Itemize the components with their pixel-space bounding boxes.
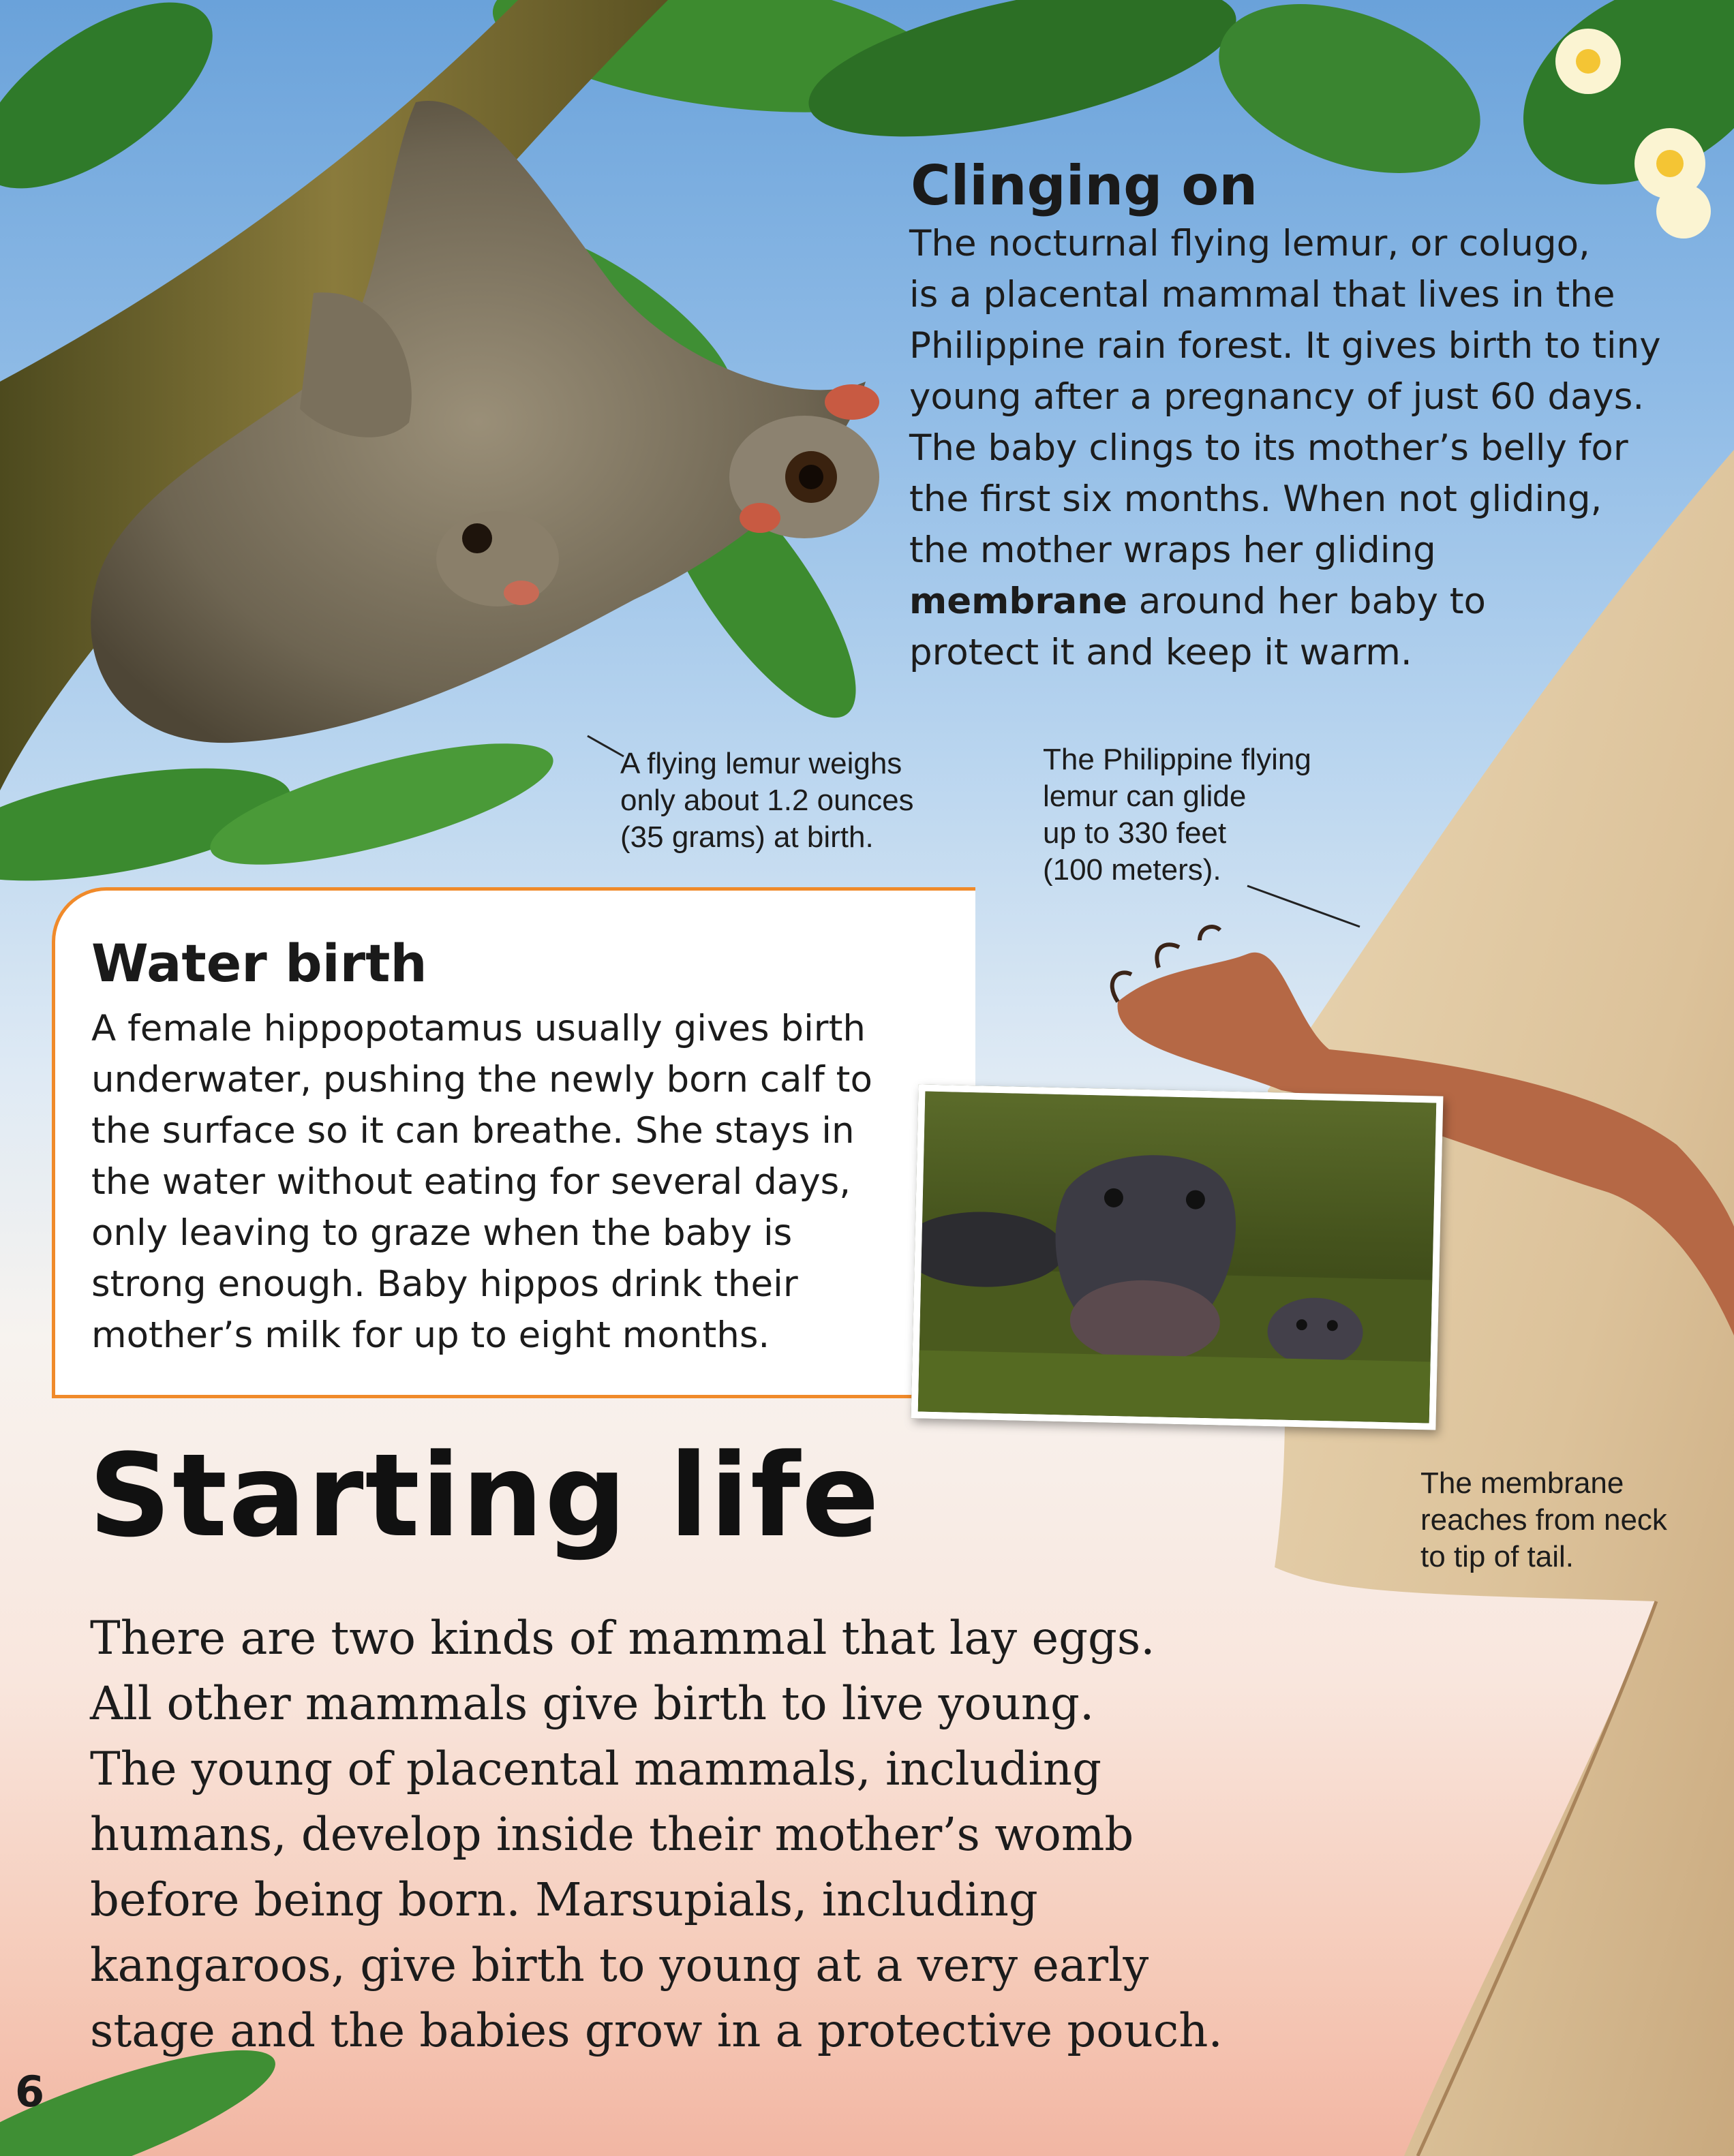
clinging-line-8 xyxy=(909,576,1661,627)
clinging-on-heading: Clinging on xyxy=(911,154,1258,217)
glide-caption-line-3: up to 330 feet xyxy=(1043,816,1227,850)
starting-life-body xyxy=(90,1605,1223,2063)
clinging-line-1: The nocturnal flying lemur, or colugo, xyxy=(909,223,1590,264)
clinging-line-7: the mother wraps her gliding xyxy=(909,529,1436,571)
water-line-6: strong enough. Baby hippos drink their xyxy=(91,1263,798,1305)
main-line-3: The young of placental mammals, including xyxy=(90,1742,1102,1796)
main-line-6: kangaroos, give birth to young at a very early xyxy=(90,1939,1149,1992)
membrane-caption-line-3: to tip of tail. xyxy=(1420,1540,1575,1573)
water-line-2: underwater, pushing the newly born calf to xyxy=(91,1059,872,1100)
clinging-line-3: Philippine rain forest. It gives birth to tiny xyxy=(909,325,1661,367)
weight-caption-line-2: only about 1.2 ounces xyxy=(620,784,914,817)
main-line-5: before being born. Marsupials, including xyxy=(90,1873,1038,1926)
water-line-5: only leaving to graze when the baby is xyxy=(91,1212,793,1254)
clinging-on-body xyxy=(909,218,1661,678)
clinging-line-2: is a placental mammal that lives in the xyxy=(909,274,1615,315)
page-title: Starting life xyxy=(89,1429,881,1562)
clinging-line-4: young after a pregnancy of just 60 days. xyxy=(909,376,1645,418)
water-birth-body xyxy=(91,1003,872,1361)
clinging-line-9: protect it and keep it warm. xyxy=(909,632,1412,673)
hippo-photo-image xyxy=(918,1092,1436,1423)
clinging-line-6: the first six months. When not gliding, xyxy=(909,478,1602,520)
membrane-caption-line-2: reaches from neck xyxy=(1420,1503,1667,1537)
membrane-term: membrane xyxy=(909,581,1127,622)
main-line-2: All other mammals give birth to live young. xyxy=(90,1677,1095,1730)
clinging-line-5: The baby clings to its mother’s belly for xyxy=(909,427,1628,469)
weight-caption-pointer xyxy=(588,736,624,756)
membrane-caption-line-1: The membrane xyxy=(1420,1466,1624,1500)
water-line-3: the surface so it can breathe. She stays in xyxy=(91,1110,855,1152)
weight-caption-line-1: A flying lemur weighs xyxy=(620,747,902,780)
glide-caption-pointer xyxy=(1247,886,1360,927)
page-number: 6 xyxy=(15,2067,45,2116)
water-birth-heading: Water birth xyxy=(91,933,427,994)
weight-caption-line-3: (35 grams) at birth. xyxy=(620,820,874,854)
main-line-7: stage and the babies grow in a protective pouch. xyxy=(90,2004,1223,2057)
hippo-photo xyxy=(911,1084,1444,1430)
main-line-4: humans, develop inside their mother’s womb xyxy=(90,1808,1134,1861)
water-line-7: mother’s milk for up to eight months. xyxy=(91,1314,770,1356)
clinging-line-8-rest: around her baby to xyxy=(1127,581,1486,622)
water-line-4: the water without eating for several days, xyxy=(91,1161,851,1203)
membrane-caption xyxy=(1420,1465,1667,1575)
water-line-1: A female hippopotamus usually gives birth xyxy=(91,1008,866,1049)
glide-caption xyxy=(1043,741,1311,889)
glide-caption-line-4: (100 meters). xyxy=(1043,853,1221,887)
glide-caption-line-1: The Philippine flying xyxy=(1043,743,1311,776)
weight-caption xyxy=(620,745,914,856)
main-line-1: There are two kinds of mammal that lay eggs. xyxy=(90,1612,1155,1665)
glide-caption-line-2: lemur can glide xyxy=(1043,780,1247,813)
